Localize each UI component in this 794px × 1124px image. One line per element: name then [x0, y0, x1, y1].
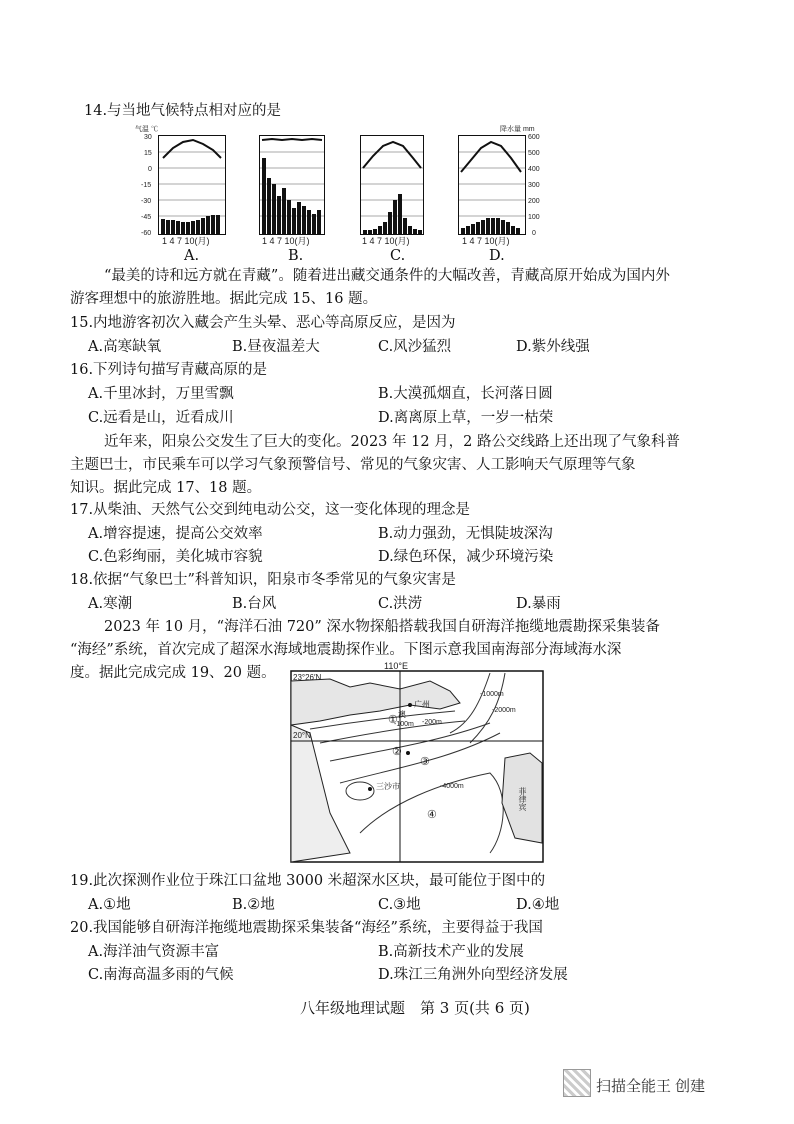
map-mark-3: ③ — [420, 756, 430, 768]
q14-option-a[interactable]: A. — [184, 248, 200, 264]
q17-option-b[interactable]: B.动力强劲，无惧陡坡深沟 — [378, 526, 553, 542]
q20-option-a[interactable]: A.海洋油气资源丰富 — [88, 944, 220, 960]
q14-option-c[interactable]: C. — [390, 248, 406, 264]
q20-option-c[interactable]: C.南海高温多雨的气候 — [88, 967, 234, 983]
q20-option-b[interactable]: B.高新技术产业的发展 — [378, 944, 524, 960]
q20-option-d[interactable]: D.珠江三角洲外向型经济发展 — [378, 967, 568, 983]
intro3-line1: 2023 年 10 月，“海洋石油 720” 深水物探船搭载我国自研海洋拖缆地震勘探采集装备 — [104, 619, 660, 635]
q19-option-c[interactable]: C.③地 — [378, 897, 421, 913]
map-lon-label: 110°E — [384, 661, 408, 671]
q14-month-ticks-c: 1 4 7 10(月) — [362, 236, 410, 246]
intro3-line3: 度。据此完成完成 19、20 题。 — [70, 665, 276, 681]
map-depth-2000: -2000m — [492, 707, 516, 714]
map-city-guangzhou: 广州 — [414, 700, 430, 709]
q16-option-d[interactable]: D.离离原上草，一岁一枯荣 — [378, 410, 554, 426]
q19-stem: 19.此次探测作业位于珠江口盆地 3000 米超深水区块，最可能位于图中的 — [70, 873, 546, 889]
map-depth-1000: -1000m — [480, 691, 504, 698]
q15-option-c[interactable]: C.风沙猛烈 — [378, 339, 452, 355]
q14-month-ticks-d: 1 4 7 10(月) — [462, 236, 510, 246]
climate-chart-b — [259, 135, 325, 235]
intro3-line2: “海经”系统，首次完成了超深水海域地震勘探作业。下图示意我国南海部分海域海水深 — [70, 642, 622, 658]
q19-option-b[interactable]: B.②地 — [232, 897, 275, 913]
q15-option-d[interactable]: D.紫外线强 — [516, 339, 590, 355]
q14-option-d[interactable]: D. — [489, 248, 505, 264]
q17-option-a[interactable]: A.增容提速，提高公交效率 — [88, 526, 263, 542]
map-mark-4: ④ — [427, 809, 437, 821]
q14-precip-axis-label: 降水量 mm — [500, 126, 535, 133]
climate-chart-a — [158, 135, 226, 235]
map-depth-100: -100m — [394, 721, 414, 728]
q16-option-b[interactable]: B.大漠孤烟直，长河落日圆 — [378, 386, 553, 402]
q14-month-ticks-b: 1 4 7 10(月) — [262, 236, 310, 246]
climate-chart-d — [458, 135, 526, 235]
q14-month-ticks-a: 1 4 7 10(月) — [162, 236, 210, 246]
map-label-philippines: 菲律宾 — [518, 787, 527, 811]
map-depth-4000: -4000m — [440, 783, 464, 790]
q19-option-a[interactable]: A.①地 — [88, 897, 131, 913]
q17-option-c[interactable]: C.色彩绚丽，美化城市容貌 — [88, 549, 263, 565]
page-footer: 八年级地理试题 第 3 页(共 6 页) — [300, 999, 530, 1017]
q16-option-a[interactable]: A.千里冰封，万里雪飘 — [88, 386, 234, 402]
q17-stem: 17.从柴油、天然气公交到纯电动公交，这一变化体现的理念是 — [70, 502, 471, 518]
qr-logo-icon — [563, 1069, 591, 1097]
q19-option-d[interactable]: D.④地 — [516, 897, 560, 913]
intro2-line2: 主题巴士，市民乘车可以学习气象预警信号、常见的气象灾害、人工影响天气原理等气象 — [70, 457, 636, 473]
q17-option-d[interactable]: D.绿色环保，减少环境污染 — [378, 549, 554, 565]
q18-option-d[interactable]: D.暴雨 — [516, 596, 561, 612]
map-mark-1: ① — [388, 714, 398, 726]
map-depth-200: -200m — [422, 719, 442, 726]
q16-stem: 16.下列诗句描写青藏高原的是 — [70, 362, 268, 378]
q15-option-a[interactable]: A.高寒缺氧 — [88, 339, 162, 355]
q18-option-b[interactable]: B.台风 — [232, 596, 277, 612]
q14-stem: 14.与当地气候特点相对应的是 — [84, 103, 282, 119]
q14-temp-axis-label: 气温 ℃ — [135, 126, 158, 133]
south-china-sea-depth-map — [290, 663, 544, 863]
map-city-sansha: 三沙市 — [376, 782, 400, 791]
q18-stem: 18.依据“气象巴士”科普知识，阳泉市冬季常见的气象灾害是 — [70, 572, 456, 588]
intro1-line2: 游客理想中的旅游胜地。据此完成 15、16 题。 — [70, 291, 378, 307]
map-mark-2: ② — [392, 746, 402, 758]
climate-chart-c — [360, 135, 424, 235]
map-lat2-label: 20°N — [293, 731, 311, 740]
q14-option-b[interactable]: B. — [288, 248, 304, 264]
q15-stem: 15.内地游客初次入藏会产生头晕、恶心等高原反应，是因为 — [70, 315, 456, 331]
map-city-macau: 澳 — [398, 710, 406, 719]
watermark-text: 扫描全能王 创建 — [596, 1078, 706, 1095]
map-lat1-label: 23°26′N — [293, 673, 322, 682]
q18-option-c[interactable]: C.洪涝 — [378, 596, 423, 612]
q20-stem: 20.我国能够自研海洋拖缆地震勘探采集装备“海经”系统，主要得益于我国 — [70, 920, 543, 936]
q15-option-b[interactable]: B.昼夜温差大 — [232, 339, 320, 355]
q18-option-a[interactable]: A.寒潮 — [88, 596, 133, 612]
intro2-line1: 近年来，阳泉公交发生了巨大的变化。2023 年 12 月，2 路公交线路上还出现了气象科普 — [104, 434, 681, 450]
intro2-line3: 知识。据此完成 17、18 题。 — [70, 480, 262, 496]
q16-option-c[interactable]: C.远看是山，近看成川 — [88, 410, 234, 426]
intro1-line1: “最美的诗和远方就在青藏”。随着进出藏交通条件的大幅改善，青藏高原开始成为国内外 — [104, 268, 670, 284]
